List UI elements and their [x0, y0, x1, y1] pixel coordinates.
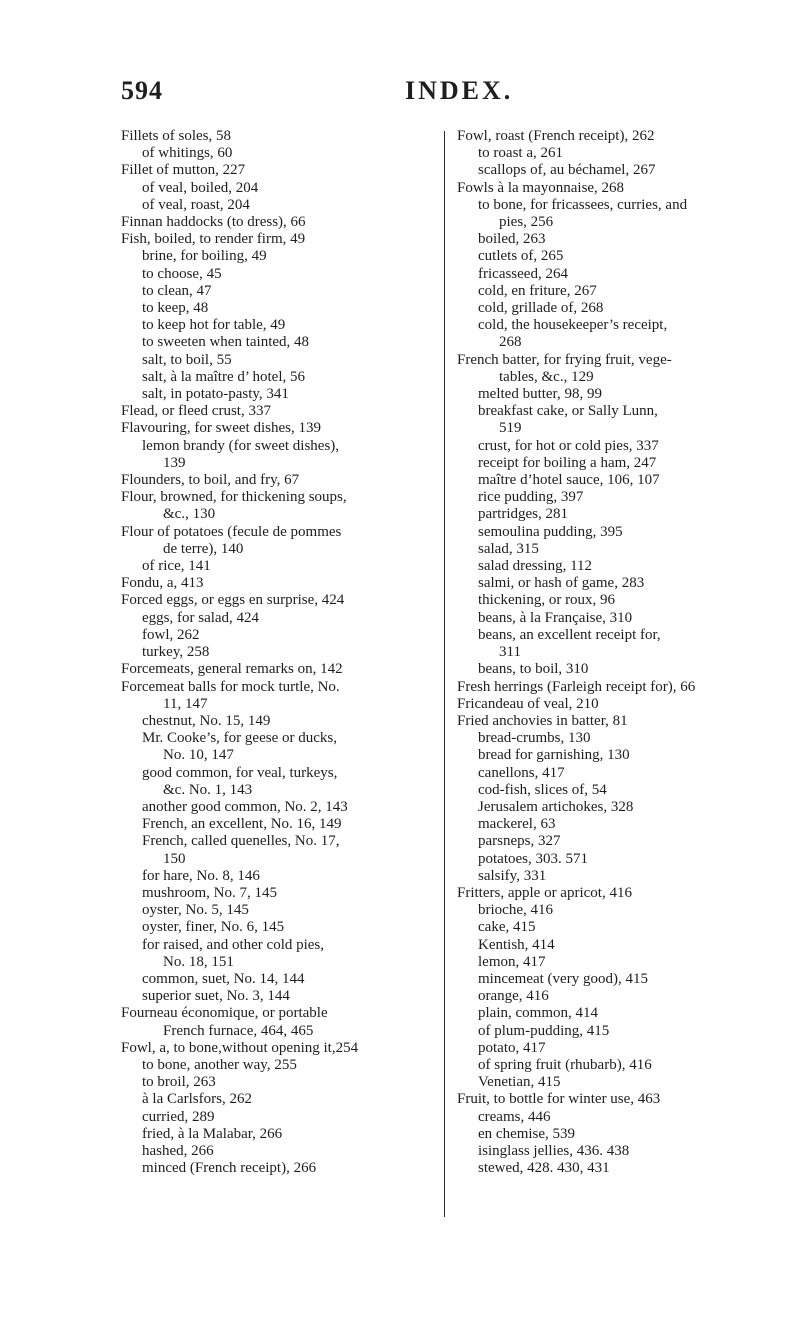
- index-entry: Fritters, apple or apricot, 416: [457, 884, 632, 901]
- index-subentry: cold, the housekeeper’s receipt,: [478, 317, 668, 334]
- index-subentry: orange, 416: [478, 988, 549, 1005]
- index-entry: Flavouring, for sweet dishes, 139: [121, 420, 321, 437]
- index-subentry: crust, for hot or cold pies, 337: [478, 437, 659, 454]
- index-subentry: to clean, 47: [142, 282, 212, 299]
- index-subentry: to choose, 45: [142, 265, 222, 282]
- column-divider: [444, 131, 445, 1217]
- index-subentry: de terre), 140: [163, 540, 244, 557]
- index-subentry: bread-crumbs, 130: [478, 730, 591, 747]
- index-subentry: &c., 130: [163, 506, 216, 523]
- index-subentry: curried, 289: [142, 1108, 215, 1125]
- index-subentry: thickening, or roux, 96: [478, 592, 616, 609]
- index-subentry: cold, en friture, 267: [478, 282, 597, 299]
- index-entry: Forcemeats, general remarks on, 142: [121, 661, 343, 678]
- index-subentry: beans, to boil, 310: [478, 661, 589, 678]
- index-subentry: scallops of, au béchamel, 267: [478, 162, 656, 179]
- index-entry: Fourneau économique, or portable: [121, 1005, 328, 1022]
- index-subentry: cake, 415: [478, 919, 536, 936]
- index-entry: Fowl, a, to bone,without opening it,254: [121, 1039, 359, 1056]
- index-subentry: to keep, 48: [142, 300, 209, 317]
- index-subentry: for hare, No. 8, 146: [142, 867, 260, 884]
- index-subentry: oyster, finer, No. 6, 145: [142, 919, 285, 936]
- index-subentry: cold, grillade of, 268: [478, 300, 604, 317]
- index-subentry: semoulina pudding, 395: [478, 523, 623, 540]
- index-entry: Flour of potatoes (fecule de pommes: [121, 523, 342, 540]
- index-subentry: eggs, for salad, 424: [142, 609, 260, 626]
- index-column-left: [121, 128, 426, 1177]
- index-subentry: fowl, 262: [142, 626, 200, 643]
- index-subentry: lemon brandy (for sweet dishes),: [142, 437, 340, 454]
- index-subentry: superior suet, No. 3, 144: [142, 988, 290, 1005]
- index-subentry: 311: [499, 644, 521, 661]
- index-entry: French batter, for frying fruit, vege-: [457, 351, 672, 368]
- index-subentry: salt, in potato-pasty, 341: [142, 386, 289, 403]
- index-subentry: common, suet, No. 14, 144: [142, 970, 305, 987]
- index-subentry: 139: [163, 454, 186, 471]
- index-subentry: salad dressing, 112: [478, 558, 593, 575]
- index-subentry: canellons, 417: [478, 764, 565, 781]
- index-subentry: creams, 446: [478, 1108, 551, 1125]
- index-subentry: of veal, roast, 204: [142, 196, 250, 213]
- index-subentry: hashed, 266: [142, 1142, 214, 1159]
- index-subentry: mincemeat (very good), 415: [478, 970, 648, 987]
- index-subentry: French, called quenelles, No. 17,: [142, 833, 340, 850]
- index-entry: Fowl, roast (French receipt), 262: [457, 128, 655, 144]
- index-subentry: chestnut, No. 15, 149: [142, 712, 271, 729]
- index-subentry: à la Carlsfors, 262: [142, 1091, 252, 1108]
- index-subentry: French, an excellent, No. 16, 149: [142, 816, 342, 833]
- index-entry: Forcemeat balls for mock turtle, No.: [121, 678, 340, 695]
- index-subentry: brioche, 416: [478, 902, 553, 919]
- index-subentry: potatoes, 303. 571: [478, 850, 588, 867]
- index-subentry: cod-fish, slices of, 54: [478, 781, 607, 798]
- index-subentry: salsify, 331: [478, 867, 547, 884]
- index-subentry: French furnace, 464, 465: [163, 1022, 314, 1039]
- index-subentry: fried, à la Malabar, 266: [142, 1125, 283, 1142]
- index-entry: Fricandeau of veal, 210: [457, 695, 599, 712]
- index-subentry: en chemise, 539: [478, 1125, 576, 1142]
- index-subentry: No. 10, 147: [163, 747, 234, 764]
- index-subentry: of plum-pudding, 415: [478, 1022, 610, 1039]
- index-subentry: plain, common, 414: [478, 1005, 598, 1022]
- index-subentry: parsneps, 327: [478, 833, 561, 850]
- index-column-right: [457, 128, 769, 1177]
- index-subentry: breakfast cake, or Sally Lunn,: [478, 403, 658, 420]
- index-subentry: minced (French receipt), 266: [142, 1160, 317, 1177]
- index-entry: Fondu, a, 413: [121, 575, 204, 592]
- index-subentry: to keep hot for table, 49: [142, 317, 286, 334]
- index-subentry: another good common, No. 2, 143: [142, 798, 348, 815]
- index-entry: Fowls à la mayonnaise, 268: [457, 179, 625, 196]
- index-subentry: salad, 315: [478, 540, 539, 557]
- index-subentry: oyster, No. 5, 145: [142, 902, 249, 919]
- index-subentry: fricasseed, 264: [478, 265, 568, 282]
- index-subentry: Mr. Cooke’s, for geese or ducks,: [142, 730, 337, 747]
- index-subentry: receipt for boiling a ham, 247: [478, 454, 657, 471]
- index-entry: Finnan haddocks (to dress), 66: [121, 214, 306, 231]
- index-subentry: turkey, 258: [142, 644, 210, 661]
- index-entry: Flour, browned, for thickening soups,: [121, 489, 347, 506]
- running-head: INDEX.: [405, 76, 514, 105]
- index-subentry: to roast a, 261: [478, 145, 563, 162]
- index-subentry: good common, for veal, turkeys,: [142, 764, 338, 781]
- index-subentry: rice pudding, 397: [478, 489, 584, 506]
- index-entry: Fresh herrings (Farleigh receipt for), 66: [457, 678, 696, 695]
- index-subentry: No. 18, 151: [163, 953, 234, 970]
- index-subentry: beans, à la Française, 310: [478, 609, 633, 626]
- page-header: [0, 76, 800, 116]
- index-subentry: &c. No. 1, 143: [163, 781, 253, 798]
- index-entry: Forced eggs, or eggs en surprise, 424: [121, 592, 345, 609]
- index-subentry: brine, for boiling, 49: [142, 248, 267, 265]
- index-entry: Fillets of soles, 58: [121, 128, 232, 144]
- index-entry: Fish, boiled, to render firm, 49: [121, 231, 306, 248]
- index-subentry: cutlets of, 265: [478, 248, 564, 265]
- index-subentry: 268: [499, 334, 522, 351]
- index-subentry: salt, to boil, 55: [142, 351, 232, 368]
- index-subentry: for raised, and other cold pies,: [142, 936, 325, 953]
- index-subentry: mackerel, 63: [478, 816, 556, 833]
- index-subentry: partridges, 281: [478, 506, 568, 523]
- index-subentry: tables, &c., 129: [499, 368, 594, 385]
- index-entry: Flounders, to boil, and fry, 67: [121, 472, 300, 489]
- index-subentry: Kentish, 414: [478, 936, 555, 953]
- index-subentry: 11, 147: [163, 695, 208, 712]
- index-subentry: Jerusalem artichokes, 328: [478, 798, 634, 815]
- index-subentry: of veal, boiled, 204: [142, 179, 259, 196]
- index-subentry: stewed, 428. 430, 431: [478, 1160, 610, 1177]
- index-subentry: Venetian, 415: [478, 1074, 561, 1091]
- index-entry: Fried anchovies in batter, 81: [457, 712, 628, 729]
- index-subentry: pies, 256: [499, 214, 554, 231]
- index-subentry: to bone, for fricassees, curries, and: [478, 196, 688, 213]
- index-subentry: maître d’hotel sauce, 106, 107: [478, 472, 660, 489]
- page-number: 594: [121, 76, 163, 105]
- index-entry: Fruit, to bottle for winter use, 463: [457, 1091, 661, 1108]
- index-subentry: 519: [499, 420, 522, 437]
- index-subentry: to broil, 263: [142, 1074, 216, 1091]
- index-subentry: of rice, 141: [142, 558, 211, 575]
- index-subentry: salmi, or hash of game, 283: [478, 575, 645, 592]
- index-subentry: to bone, another way, 255: [142, 1056, 297, 1073]
- index-subentry: isinglass jellies, 436. 438: [478, 1142, 630, 1159]
- index-subentry: to sweeten when tainted, 48: [142, 334, 310, 351]
- index-subentry: salt, à la maître d’ hotel, 56: [142, 368, 306, 385]
- index-entry: Flead, or fleed crust, 337: [121, 403, 271, 420]
- index-subentry: of spring fruit (rhubarb), 416: [478, 1056, 652, 1073]
- index-subentry: of whitings, 60: [142, 145, 233, 162]
- index-subentry: potato, 417: [478, 1039, 546, 1056]
- index-subentry: beans, an excellent receipt for,: [478, 626, 661, 643]
- index-subentry: 150: [163, 850, 186, 867]
- index-subentry: bread for garnishing, 130: [478, 747, 630, 764]
- index-subentry: mushroom, No. 7, 145: [142, 884, 277, 901]
- index-entry: Fillet of mutton, 227: [121, 162, 246, 179]
- index-subentry: melted butter, 98, 99: [478, 386, 602, 403]
- index-subentry: lemon, 417: [478, 953, 546, 970]
- index-subentry: boiled, 263: [478, 231, 546, 248]
